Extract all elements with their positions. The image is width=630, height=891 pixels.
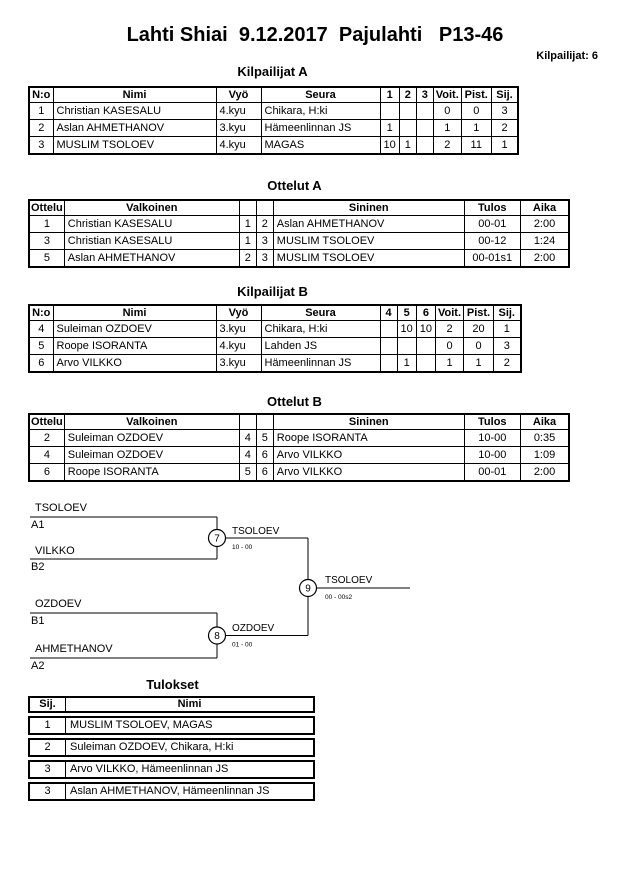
pool-header-row	[29, 87, 518, 103]
section-heading-results: Tulokset	[146, 677, 199, 692]
cell-white-name: Suleiman OZDOEV	[64, 447, 239, 464]
col-header-result: Tulos	[464, 414, 520, 430]
cell-match-score-5: 10	[397, 321, 416, 338]
cell-blue-name: Arvo VILKKO	[273, 464, 464, 482]
bracket-winner-name: TSOLOEV	[325, 575, 373, 586]
cell-match-score-3	[416, 137, 433, 155]
match-header-row	[29, 200, 569, 216]
section-heading-pool-a: Kilpailijat A	[237, 64, 308, 79]
col-header-time: Aika	[520, 414, 569, 430]
cell-match-score-1: 1	[380, 120, 399, 137]
matches-a-table	[28, 199, 570, 268]
cell-blue-no: 2	[256, 216, 273, 233]
cell-match-score-4	[380, 338, 397, 355]
cell-name: MUSLIM TSOLOEV, MAGAS	[70, 719, 213, 731]
col-header-match-3: 3	[416, 87, 433, 103]
cell-wins: 1	[433, 120, 461, 137]
pool-a-table	[28, 86, 519, 155]
competitor-count-label: Kilpailijat: 6	[536, 50, 598, 62]
pool-b-table	[28, 304, 522, 373]
col-header-points: Pist.	[461, 87, 491, 103]
cell-competitor-name: Arvo VILKKO	[53, 355, 216, 373]
competitor-row	[29, 321, 521, 338]
cell-time: 2:00	[520, 250, 569, 268]
col-header-blue: Sininen	[273, 414, 464, 430]
cell-competitor-no: 1	[29, 103, 53, 120]
cell-competitor-no: 2	[29, 120, 53, 137]
cell-blue-no: 6	[256, 464, 273, 482]
col-header-club: Seura	[261, 87, 380, 103]
cell-match-score-3	[416, 103, 433, 120]
col-header-white-no	[239, 414, 256, 430]
col-header-wins: Voit.	[433, 87, 461, 103]
cell-match-score-4	[380, 355, 397, 373]
cell-wins: 2	[436, 321, 464, 338]
cell-points: 0	[461, 103, 491, 120]
cell-result: 00-01s1	[464, 250, 520, 268]
bracket-winner-name: TSOLOEV	[232, 526, 280, 537]
cell-wins: 1	[436, 355, 464, 373]
pool-header-row	[29, 305, 521, 321]
cell-place: 3	[494, 338, 521, 355]
cell-result: 10-00	[464, 430, 520, 447]
col-header-name: Nimi	[53, 87, 216, 103]
cell-club: Hämeenlinnan JS	[261, 120, 380, 137]
cell-place: 3	[30, 762, 66, 777]
cell-name: Arvo VILKKO, Hämeenlinnan JS	[70, 763, 229, 775]
section-heading-pool-b: Kilpailijat B	[237, 284, 308, 299]
cell-time: 1:24	[520, 233, 569, 250]
match-header-row	[29, 414, 569, 430]
cell-place: 3	[30, 784, 66, 799]
cell-blue-name: MUSLIM TSOLOEV	[273, 233, 464, 250]
col-header-white-no	[239, 200, 256, 216]
result-row	[28, 716, 315, 735]
cell-white-no: 2	[239, 250, 256, 268]
col-header-blue-no	[256, 200, 273, 216]
col-header-match-2: 2	[399, 87, 416, 103]
cell-match-score-1: 10	[380, 137, 399, 155]
match-row	[29, 464, 569, 482]
cell-white-no: 5	[239, 464, 256, 482]
cell-match-score-2	[399, 120, 416, 137]
section-heading-matches-a: Ottelut A	[267, 178, 322, 193]
cell-belt: 3.kyu	[216, 355, 261, 373]
cell-club: MAGAS	[261, 137, 380, 155]
cell-match-score-1	[380, 103, 399, 120]
cell-result: 00-01	[464, 216, 520, 233]
cell-blue-name: MUSLIM TSOLOEV	[273, 250, 464, 268]
cell-points: 20	[464, 321, 494, 338]
cell-competitor-name: Christian KASESALU	[53, 103, 216, 120]
cell-competitor-name: Aslan AHMETHANOV	[53, 120, 216, 137]
col-header-place: Sij.	[491, 87, 518, 103]
col-header-belt: Vyö	[216, 87, 261, 103]
competitor-row	[29, 355, 521, 373]
cell-place: 2	[491, 120, 518, 137]
page-title: Lahti Shiai 9.12.2017 Pajulahti P13-46	[126, 24, 504, 46]
cell-match-score-2	[399, 103, 416, 120]
col-header-blue: Sininen	[273, 200, 464, 216]
bracket-player-name: OZDOEV	[35, 598, 82, 610]
col-header-points: Pist.	[464, 305, 494, 321]
cell-place: 3	[491, 103, 518, 120]
cell-competitor-no: 4	[29, 321, 53, 338]
col-header-name: Nimi	[53, 305, 216, 321]
cell-belt: 4.kyu	[216, 103, 261, 120]
cell-match-score-2: 1	[399, 137, 416, 155]
col-header-match-5: 5	[397, 305, 416, 321]
match-row	[29, 447, 569, 464]
cell-wins: 0	[433, 103, 461, 120]
cell-name: Aslan AHMETHANOV, Hämeenlinnan JS	[70, 785, 270, 797]
cell-competitor-no: 6	[29, 355, 53, 373]
col-header-time: Aika	[520, 200, 569, 216]
col-header-club: Seura	[261, 305, 380, 321]
match-node-number: 9	[305, 583, 311, 595]
cell-points: 1	[461, 120, 491, 137]
cell-competitor-no: 3	[29, 137, 53, 155]
cell-result: 00-01	[464, 464, 520, 482]
result-row	[28, 760, 315, 779]
match-row	[29, 216, 569, 233]
cell-competitor-name: MUSLIM TSOLOEV	[53, 137, 216, 155]
cell-blue-no: 6	[256, 447, 273, 464]
results-table	[28, 696, 315, 804]
bracket-seed-label: B2	[31, 561, 45, 573]
cell-competitor-name: Roope ISORANTA	[53, 338, 216, 355]
result-row	[28, 782, 315, 801]
bracket-player-name: TSOLOEV	[35, 502, 87, 514]
competitor-row	[29, 120, 518, 137]
match-node-number: 7	[214, 533, 220, 545]
competitor-row	[29, 137, 518, 155]
col-header-place: Sij.	[494, 305, 521, 321]
cell-time: 0:35	[520, 430, 569, 447]
col-header-white: Valkoinen	[64, 200, 239, 216]
cell-club: Lahden JS	[261, 338, 380, 355]
cell-white-name: Suleiman OZDOEV	[64, 430, 239, 447]
cell-blue-no: 3	[256, 250, 273, 268]
bracket-seed-label: B1	[31, 615, 45, 627]
col-header-white: Valkoinen	[64, 414, 239, 430]
bracket-player-name: AHMETHANOV	[35, 643, 113, 655]
col-header-match-4: 4	[380, 305, 397, 321]
bracket-score: 00 - 00s2	[325, 594, 353, 601]
bracket-seed-label: A1	[31, 519, 45, 531]
cell-points: 0	[464, 338, 494, 355]
bracket-score: 10 - 00	[232, 544, 253, 551]
cell-match-no: 6	[29, 464, 64, 482]
col-header-wins: Voit.	[436, 305, 464, 321]
cell-match-score-4	[380, 321, 397, 338]
match-row	[29, 233, 569, 250]
cell-match-no: 5	[29, 250, 64, 268]
cell-blue-no: 3	[256, 233, 273, 250]
cell-club: Chikara, H:ki	[261, 103, 380, 120]
cell-match-no: 2	[29, 430, 64, 447]
cell-club: Chikara, H:ki	[261, 321, 380, 338]
bracket-player-name: VILKKO	[35, 545, 75, 557]
cell-white-no: 4	[239, 447, 256, 464]
cell-white-no: 4	[239, 430, 256, 447]
match-row	[29, 250, 569, 268]
cell-belt: 4.kyu	[216, 137, 261, 155]
cell-points: 1	[464, 355, 494, 373]
cell-time: 1:09	[520, 447, 569, 464]
cell-belt: 3.kyu	[216, 321, 261, 338]
match-row	[29, 430, 569, 447]
cell-match-no: 3	[29, 233, 64, 250]
cell-match-score-5	[397, 338, 416, 355]
cell-place: 1	[494, 321, 521, 338]
match-node-number: 8	[214, 631, 220, 642]
cell-competitor-name: Suleiman OZDOEV	[53, 321, 216, 338]
cell-white-name: Roope ISORANTA	[64, 464, 239, 482]
cell-blue-no: 5	[256, 430, 273, 447]
cell-points: 11	[461, 137, 491, 155]
cell-white-no: 1	[239, 233, 256, 250]
cell-match-no: 4	[29, 447, 64, 464]
bracket-seed-label: A2	[31, 660, 45, 672]
col-header-place: Sij.	[30, 698, 66, 711]
competitor-row	[29, 338, 521, 355]
col-header-match: Ottelu	[31, 415, 63, 428]
col-header-match: Ottelu	[31, 201, 63, 214]
cell-place: 2	[30, 740, 66, 755]
col-header-blue-no	[256, 414, 273, 430]
bracket-winner-name: OZDOEV	[232, 623, 275, 634]
competitor-row	[29, 103, 518, 120]
cell-match-score-6: 10	[416, 321, 435, 338]
cell-club: Hämeenlinnan JS	[261, 355, 380, 373]
col-header-no: N:o	[29, 87, 53, 103]
cell-place: 1	[30, 718, 66, 733]
cell-white-name: Aslan AHMETHANOV	[64, 250, 239, 268]
cell-white-no: 1	[239, 216, 256, 233]
cell-belt: 4.kyu	[216, 338, 261, 355]
cell-blue-name: Arvo VILKKO	[273, 447, 464, 464]
cell-match-score-3	[416, 120, 433, 137]
cell-result: 10-00	[464, 447, 520, 464]
col-header-name: Nimi	[177, 698, 202, 710]
cell-match-score-6	[416, 338, 435, 355]
results-header-row	[28, 696, 315, 713]
cell-place: 2	[494, 355, 521, 373]
col-header-match-6: 6	[416, 305, 435, 321]
col-header-result: Tulos	[464, 200, 520, 216]
cell-wins: 2	[433, 137, 461, 155]
col-header-no: N:o	[29, 305, 53, 321]
cell-match-score-5: 1	[397, 355, 416, 373]
cell-blue-name: Aslan AHMETHANOV	[273, 216, 464, 233]
cell-time: 2:00	[520, 216, 569, 233]
cell-white-name: Christian KASESALU	[64, 233, 239, 250]
medal-bracket	[25, 495, 435, 685]
col-header-belt: Vyö	[216, 305, 261, 321]
cell-belt: 3.kyu	[216, 120, 261, 137]
cell-white-name: Christian KASESALU	[64, 216, 239, 233]
cell-match-score-6	[416, 355, 435, 373]
section-heading-matches-b: Ottelut B	[267, 394, 322, 409]
cell-result: 00-12	[464, 233, 520, 250]
matches-b-table	[28, 413, 570, 482]
bracket-score: 01 - 00	[232, 641, 253, 649]
cell-blue-name: Roope ISORANTA	[273, 430, 464, 447]
cell-competitor-no: 5	[29, 338, 53, 355]
result-row	[28, 738, 315, 757]
cell-name: Suleiman OZDOEV, Chikara, H:ki	[70, 741, 234, 753]
col-header-match-1: 1	[380, 87, 399, 103]
cell-wins: 0	[436, 338, 464, 355]
cell-place: 1	[491, 137, 518, 155]
cell-match-no: 1	[29, 216, 64, 233]
cell-time: 2:00	[520, 464, 569, 482]
